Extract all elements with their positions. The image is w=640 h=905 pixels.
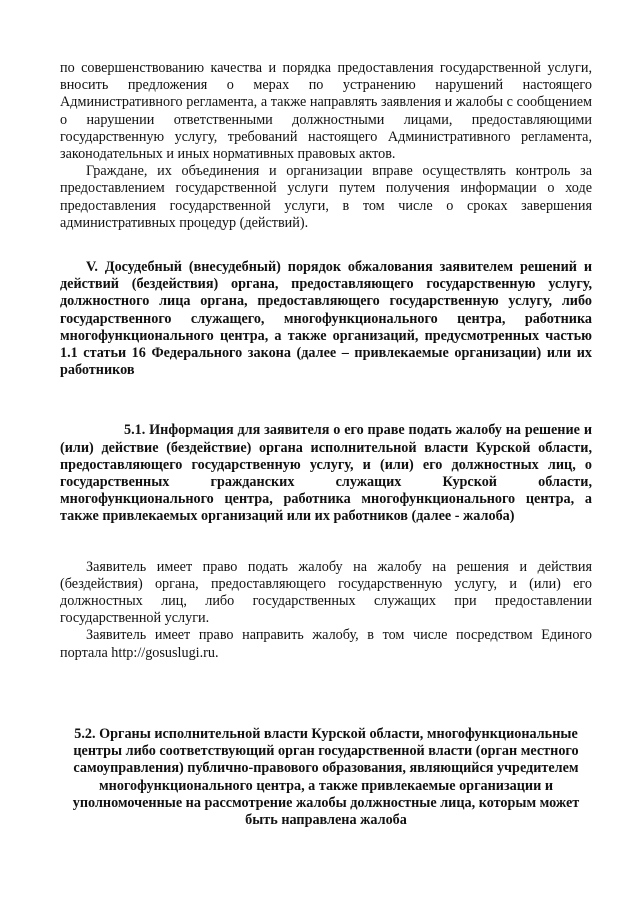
- section-5-1-heading: 5.1. Информация для заявителя о его праве подать жалобу на решение и (или) действие (бездействие) органа исполнительной власти Курской области, предоставляющего государственную услугу, и (или) его должностных лиц, о государственных гражданских служащих Курской области, многофункционального центра, работника многофункционального центра, а также привлекаемых организаций или их работников (далее - жалоба): [60, 422, 592, 525]
- document-page: [60, 60, 592, 829]
- section-5-2-heading: 5.2. Органы исполнительной власти Курской области, многофункциональные центры либо соответствующий орган государственной власти (орган местного самоуправления) публично-правового образования, являющийся учредителем многофункционального центра, а также привлекаемые организации и уполномоченные на рассмотрение жалобы должностные лица, которым может быть направлена жалоба: [72, 725, 580, 828]
- paragraph-control: Граждане, их объединения и организации вправе осуществлять контроль за предоставлением государственной услуги путем получения информации о ходе предоставления государственной услуги, в том числе о сроках завершения административных процедур (действий).: [60, 163, 592, 231]
- paragraph-portal: Заявитель имеет право направить жалобу, в том числе посредством Единого портала http://gosuslugi.ru.: [60, 627, 592, 661]
- section-v-heading: V. Досудебный (внесудебный) порядок обжалования заявителем решений и действий (бездействия) органа, предоставляющего государственную услугу, должностного лица органа, предоставляющего государственную услугу, либо государственного служащего, многофункционального центра, работника многофункционального центра, а также организаций, предусмотренных частью 1.1 статьи 16 Федерального закона (далее – привлекаемые организации) или их работников: [60, 259, 592, 379]
- paragraph-continuation: по совершенствованию качества и порядка предоставления государственной услуги, вносить предложения о мерах по устранению нарушений настоящего Административного регламента, а также направлять заявления и жалобы с сообщением о нарушении ответственными должностными лицами, предоставляющими государственную услугу, требований настоящего Административного регламента, законодательных и иных нормативных правовых актов.: [60, 60, 592, 163]
- paragraph-right-to-complain: Заявитель имеет право подать жалобу на жалобу на решения и действия (бездействия) органа, предоставляющего государственную услугу, и (или) его должностных лиц, либо государственных служащих при предоставлении государственной услуги.: [60, 558, 592, 627]
